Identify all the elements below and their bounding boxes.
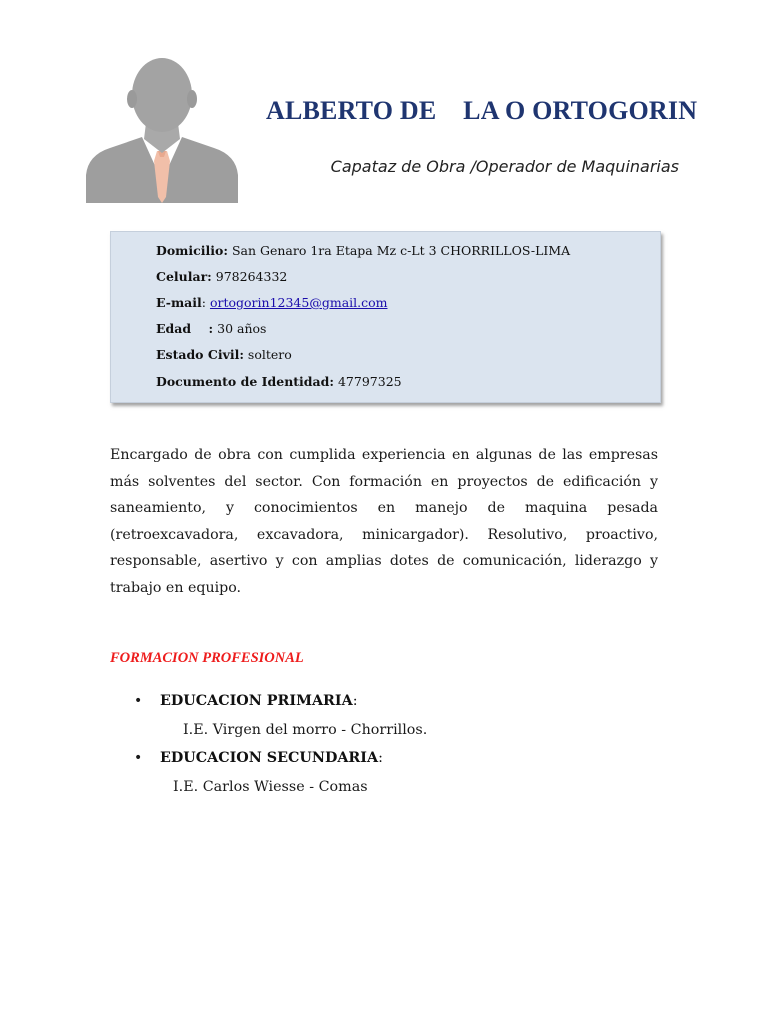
avatar-silhouette-icon [84, 57, 240, 203]
education-heading-label: EDUCACION PRIMARIA [160, 693, 353, 709]
education-heading-colon: : [378, 750, 383, 766]
documento-value: 47797325 [334, 374, 402, 389]
candidate-name: ALBERTO DE LA O ORTOGORIN [266, 96, 698, 125]
education-heading-secundaria [160, 750, 383, 766]
contact-info-box [110, 231, 661, 403]
job-title: Capataz de Obra /Operador de Maquinarias [330, 157, 679, 176]
bullet-icon: • [134, 693, 143, 709]
celular-label: Celular: [156, 269, 212, 284]
estado-civil-value: soltero [243, 347, 292, 362]
celular-value: 978264332 [211, 269, 288, 284]
estado-civil-label: Estado Civil: [156, 347, 244, 362]
email-link[interactable]: ortogorin12345@gmail.com [209, 295, 388, 310]
section-title-formacion: FORMACION PROFESIONAL [110, 650, 304, 666]
email-row [156, 295, 388, 310]
documento-row [156, 374, 402, 389]
email-separator: : [201, 295, 210, 310]
education-heading-label: EDUCACION SECUNDARIA [160, 750, 379, 766]
celular-row [156, 269, 287, 284]
education-heading-colon: : [352, 693, 358, 709]
documento-label: Documento de Identidad: [156, 374, 334, 389]
profile-summary: Encargado de obra con cumplida experiencia en algunas de las empresas más solventes del sector. Con formación en proyectos de edificación y saneamiento, y conocimientos en manejo de maquina pesada (retroexcavadora, excavadora, minicargador). Resolutivo, proactivo, responsable, asertivo y con amplias dotes de comunicación, liderazgo y trabajo en equipo. [110, 447, 658, 596]
edad-row [156, 321, 266, 336]
edad-value: 30 años [213, 321, 267, 336]
domicilio-value: San Genaro 1ra Etapa Mz c-Lt 3 CHORRILLOS-LIMA [227, 243, 571, 258]
email-label: E-mail [156, 295, 202, 310]
bullet-icon: • [134, 750, 143, 766]
education-heading-primaria [160, 693, 358, 709]
education-school-secundaria: I.E. Carlos Wiesse - Comas [173, 779, 368, 795]
estado-civil-row [156, 347, 292, 362]
edad-label: Edad : [156, 321, 214, 336]
domicilio-row [156, 243, 570, 258]
domicilio-label: Domicilio: [156, 243, 228, 258]
education-school-primaria: I.E. Virgen del morro - Chorrillos. [183, 722, 428, 738]
